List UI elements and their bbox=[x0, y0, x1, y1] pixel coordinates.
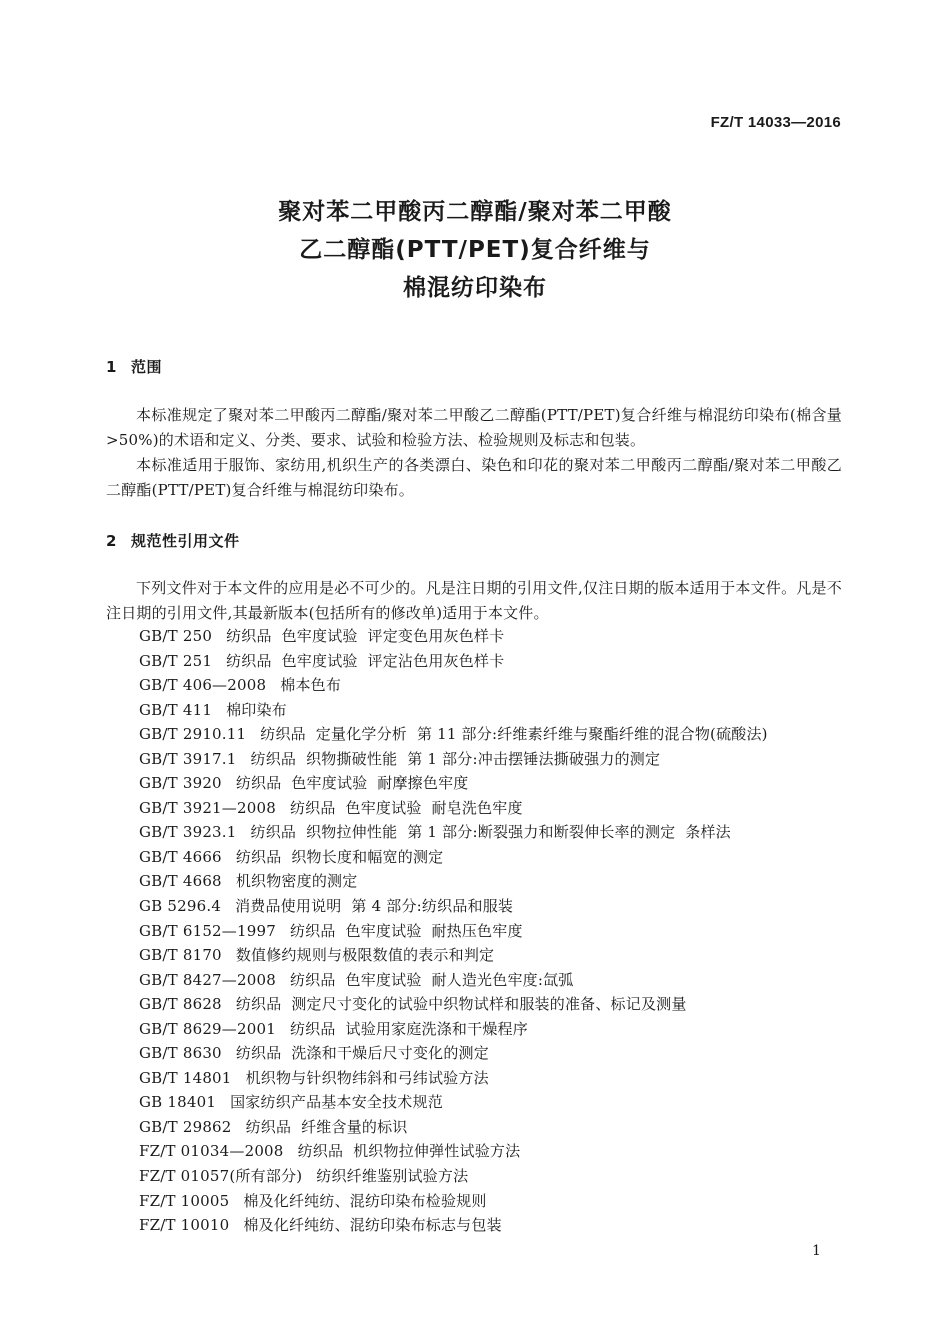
reference-item bbox=[139, 673, 768, 698]
reference-item bbox=[139, 771, 768, 796]
title-line: 聚对苯二甲酸丙二醇酯/聚对苯二甲酸 bbox=[278, 199, 672, 225]
reference-code: GB/T 406—2008 bbox=[139, 676, 267, 695]
reference-title: 棉印染布 bbox=[226, 700, 287, 719]
section-title: 规范性引用文件 bbox=[131, 532, 240, 550]
reference-code: GB/T 29862 bbox=[139, 1117, 232, 1136]
reference-title: 纺织品 机织物拉伸弹性试验方法 bbox=[297, 1142, 521, 1161]
reference-item bbox=[139, 845, 768, 870]
reference-code: GB/T 3917.1 bbox=[139, 749, 237, 768]
reference-title: 棉及化纤纯纺、混纺印染布检验规则 bbox=[243, 1191, 487, 1210]
reference-item bbox=[139, 796, 768, 821]
reference-title: 纺织品 织物长度和幅宽的测定 bbox=[235, 847, 444, 866]
reference-title: 纺织品 测定尺寸变化的试验中织物试样和服装的准备、标记及测量 bbox=[235, 995, 687, 1014]
reference-item bbox=[139, 968, 768, 993]
reference-code: GB/T 4666 bbox=[139, 847, 222, 866]
reference-item bbox=[139, 1115, 768, 1140]
reference-title: 棉及化纤纯纺、混纺印染布标志与包装 bbox=[243, 1216, 502, 1235]
reference-code: GB/T 8628 bbox=[139, 995, 222, 1014]
title-line: 乙二醇酯(PTT/PET)复合纤维与 bbox=[299, 237, 651, 263]
reference-title: 纺织品 色牢度试验 评定变色用灰色样卡 bbox=[226, 627, 505, 645]
reference-item bbox=[139, 1017, 768, 1042]
reference-item bbox=[139, 1213, 768, 1238]
reference-title: 纺织品 纤维含量的标识 bbox=[245, 1117, 408, 1136]
reference-title: 纺织品 洗涤和干燥后尺寸变化的测定 bbox=[235, 1044, 489, 1063]
normative-references-list bbox=[139, 624, 768, 1238]
reference-title: 纺织品 试验用家庭洗涤和干燥程序 bbox=[289, 1019, 528, 1038]
reference-code: GB/T 3923.1 bbox=[139, 823, 237, 842]
reference-item bbox=[139, 624, 768, 649]
reference-code: GB 18401 bbox=[139, 1093, 217, 1112]
reference-code: GB/T 4668 bbox=[139, 872, 222, 891]
title-line: 棉混纺印染布 bbox=[403, 275, 547, 301]
reference-title: 纺织品 织物拉伸性能 第 1 部分:断裂强力和断裂伸长率的测定 条样法 bbox=[250, 823, 731, 842]
reference-code: GB 5296.4 bbox=[139, 897, 222, 916]
reference-code: GB/T 251 bbox=[139, 651, 213, 670]
page-number: 1 bbox=[812, 1243, 821, 1259]
reference-code: GB/T 8630 bbox=[139, 1044, 222, 1063]
reference-title: 纺织品 色牢度试验 耐人造光色牢度:氙弧 bbox=[289, 970, 574, 989]
reference-title: 数值修约规则与极限数值的表示和判定 bbox=[235, 946, 495, 965]
reference-code: GB/T 2910.11 bbox=[139, 725, 247, 744]
reference-code: GB/T 6152—1997 bbox=[139, 921, 276, 940]
reference-code: GB/T 8170 bbox=[139, 946, 222, 965]
reference-item bbox=[139, 992, 768, 1017]
reference-item bbox=[139, 747, 768, 772]
standard-code: FZ/T 14033—2016 bbox=[710, 114, 841, 131]
reference-code: GB/T 250 bbox=[139, 627, 213, 645]
reference-code: GB/T 411 bbox=[139, 700, 213, 719]
reference-title: 纺织品 色牢度试验 耐热压色牢度 bbox=[289, 921, 523, 940]
reference-item bbox=[139, 869, 768, 894]
reference-title: 纺织纤维鉴别试验方法 bbox=[316, 1167, 469, 1186]
reference-title: 纺织品 色牢度试验 评定沾色用灰色样卡 bbox=[226, 651, 505, 670]
reference-item bbox=[139, 1090, 768, 1115]
reference-item bbox=[139, 943, 768, 968]
reference-item bbox=[139, 1164, 768, 1189]
scope-paragraph-2: 本标准适用于服饰、家纺用,机织生产的各类漂白、染色和印花的聚对苯二甲酸丙二醇酯/聚对苯二甲酸乙二醇酯(PTT/PET)复合纤维与棉混纺印染布。 bbox=[106, 456, 842, 499]
reference-item bbox=[139, 919, 768, 944]
reference-title: 国家纺织产品基本安全技术规范 bbox=[230, 1093, 443, 1112]
section-number: 1 bbox=[106, 358, 117, 376]
references-intro: 下列文件对于本文件的应用是必不可少的。凡是注日期的引用文件,仅注日期的版本适用于本文件。凡是不注日期的引用文件,其最新版本(包括所有的修改单)适用于本文件。 bbox=[106, 579, 842, 622]
reference-code: FZ/T 01057(所有部分) bbox=[139, 1167, 303, 1186]
reference-title: 消费品使用说明 第 4 部分:纺织品和服装 bbox=[235, 897, 514, 916]
section-number: 2 bbox=[106, 532, 117, 550]
reference-item bbox=[139, 698, 768, 723]
section-1-heading bbox=[106, 356, 162, 377]
reference-code: FZ/T 10005 bbox=[139, 1191, 230, 1210]
reference-item bbox=[139, 1139, 768, 1164]
reference-title: 纺织品 色牢度试验 耐皂洗色牢度 bbox=[289, 798, 523, 817]
reference-code: GB/T 8629—2001 bbox=[139, 1019, 276, 1038]
reference-item bbox=[139, 1189, 768, 1214]
reference-code: FZ/T 10010 bbox=[139, 1216, 230, 1235]
reference-item bbox=[139, 820, 768, 845]
section-title: 范围 bbox=[131, 358, 163, 376]
reference-code: GB/T 3920 bbox=[139, 774, 222, 793]
reference-item bbox=[139, 722, 768, 747]
document-title bbox=[0, 193, 950, 307]
section-2-heading bbox=[106, 530, 240, 551]
reference-code: GB/T 8427—2008 bbox=[139, 970, 276, 989]
reference-title: 纺织品 织物撕破性能 第 1 部分:冲击摆锤法撕破强力的测定 bbox=[250, 749, 661, 768]
reference-title: 纺织品 色牢度试验 耐摩擦色牢度 bbox=[235, 774, 469, 793]
reference-title: 机织物与针织物纬斜和弓纬试验方法 bbox=[245, 1068, 489, 1087]
reference-item bbox=[139, 1041, 768, 1066]
scope-paragraph-1: 本标准规定了聚对苯二甲酸丙二醇酯/聚对苯二甲酸乙二醇酯(PTT/PET)复合纤维与棉混纺印染布(棉含量>50%)的术语和定义、分类、要求、试验和检验方法、检验规则及标志和包装。 bbox=[106, 406, 842, 449]
reference-title: 棉本色布 bbox=[280, 676, 342, 695]
reference-title: 机织物密度的测定 bbox=[235, 872, 358, 891]
reference-item bbox=[139, 649, 768, 674]
reference-title: 纺织品 定量化学分析 第 11 部分:纤维素纤维与聚酯纤维的混合物(硫酸法) bbox=[260, 725, 768, 744]
reference-code: GB/T 3921—2008 bbox=[139, 798, 276, 817]
reference-item bbox=[139, 1066, 768, 1091]
reference-item bbox=[139, 894, 768, 919]
reference-code: GB/T 14801 bbox=[139, 1068, 232, 1087]
reference-code: FZ/T 01034—2008 bbox=[139, 1142, 284, 1161]
